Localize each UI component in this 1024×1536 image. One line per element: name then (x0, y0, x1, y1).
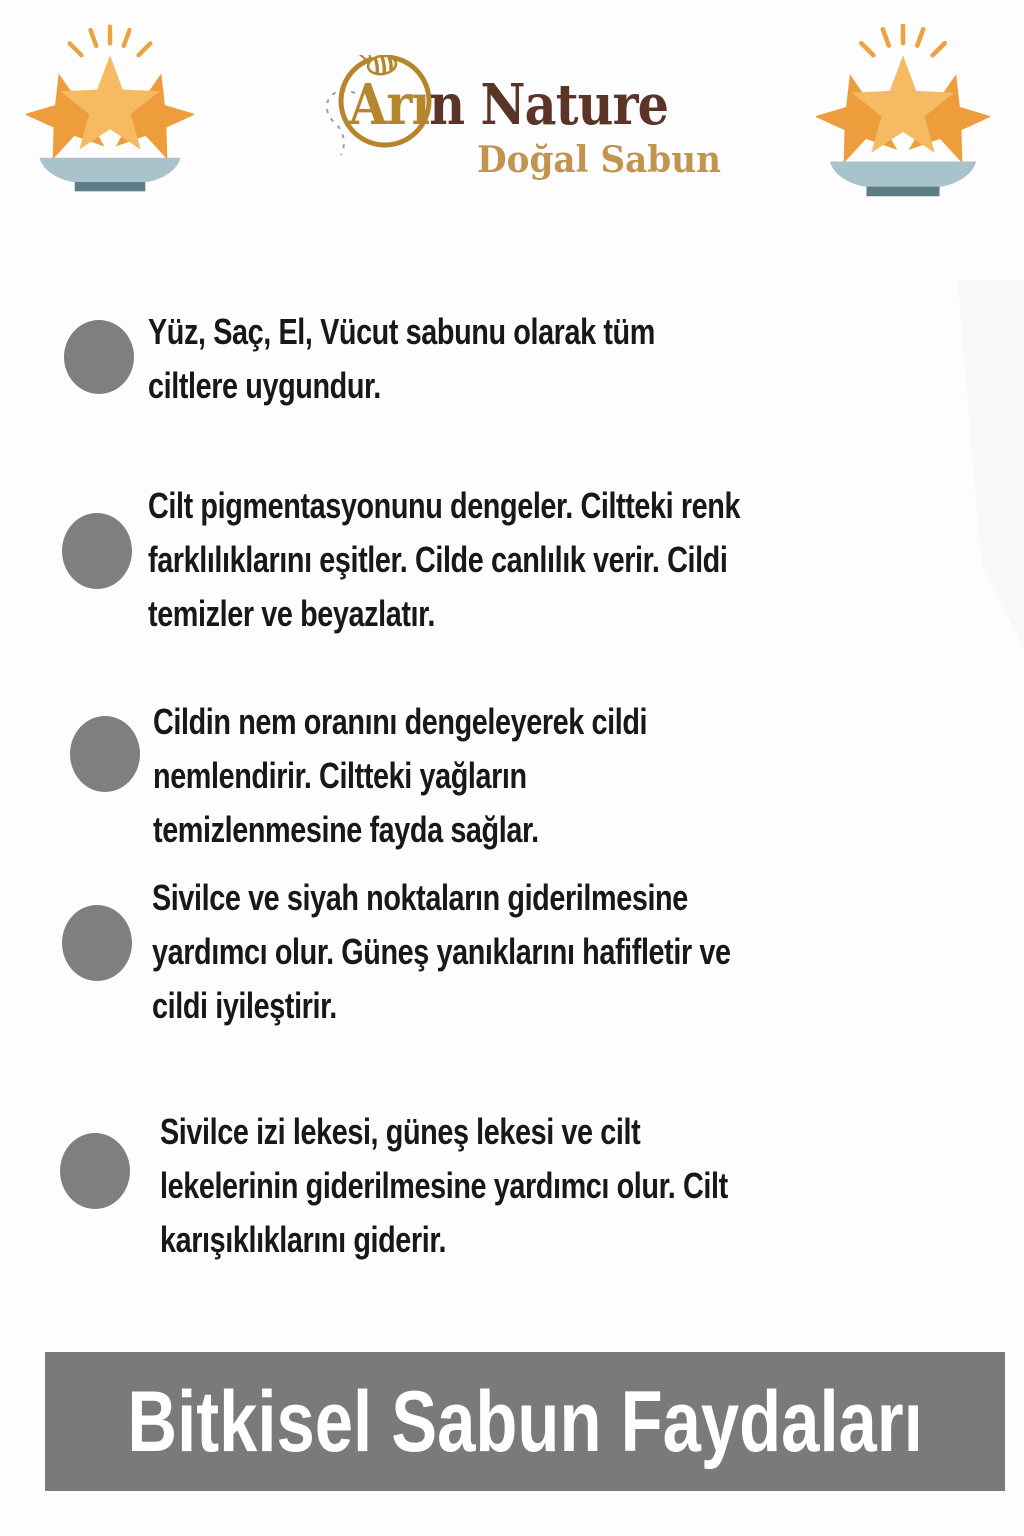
benefit-line: ciltlere uygundur. (148, 365, 381, 406)
benefit-line: lekelerinin giderilmesine yardımcı olur. Cilt (160, 1165, 728, 1206)
brand-name (349, 72, 669, 138)
benefit-line: cildi iyileştirir. (152, 985, 337, 1026)
brand-logo (325, 55, 721, 200)
benefit-line: temizler ve beyazlatır. (148, 593, 435, 634)
banner-title: Bitkisel Sabun Faydaları (127, 1373, 923, 1470)
benefit-line: karışıklıklarını giderir. (160, 1219, 447, 1260)
benefit-bullet (62, 513, 132, 589)
brand-name-brown: n (429, 72, 465, 138)
brand-tagline: Doğal Sabun (477, 139, 721, 181)
benefit-bullet (60, 1133, 130, 1209)
stars-dish-icon (26, 24, 194, 194)
benefit-bullet (64, 320, 134, 394)
benefit-text (152, 871, 731, 1033)
banner (45, 1352, 1005, 1491)
dish-base-icon (866, 187, 939, 197)
dish-base-icon (75, 182, 146, 191)
dish-bowl-icon (830, 161, 976, 187)
benefit-line: temizlenmesine fayda sağlar. (153, 809, 539, 850)
benefit-line: Yüz, Saç, El, Vücut sabunu olarak tüm (148, 311, 655, 352)
benefit-text (160, 1105, 728, 1267)
benefit-line: Sivilce izi lekesi, güneş lekesi ve cilt (160, 1111, 641, 1152)
benefit-bullet (70, 716, 140, 792)
benefit-text (148, 479, 740, 641)
star-rays-icon (70, 27, 151, 56)
stars-dish-icon (816, 24, 990, 198)
benefit-line: Cilt pigmentasyonunu dengeler. Ciltteki renk (148, 485, 741, 526)
star-rays-icon (861, 26, 945, 56)
benefit-line: nemlendirir. Ciltteki yağların (153, 755, 527, 796)
brand-name-second-word: Nature (464, 72, 669, 138)
benefit-line: Sivilce ve siyah noktaların giderilmesine (152, 877, 688, 918)
benefit-bullet (62, 905, 132, 981)
benefit-line: Cildin nem oranını dengeleyerek cildi (153, 701, 648, 742)
benefit-line: yardımcı olur. Güneş yanıklarını hafifletir ve (152, 931, 731, 972)
benefit-line: farklılıklarını eşitler. Cilde canlılık verir. Cildi (148, 539, 728, 580)
benefit-text (148, 305, 655, 413)
dish-bowl-icon (39, 158, 180, 183)
benefit-text (153, 695, 647, 857)
brand-name-gold: Arı (349, 72, 430, 138)
background-sheen-decor (929, 280, 1024, 650)
